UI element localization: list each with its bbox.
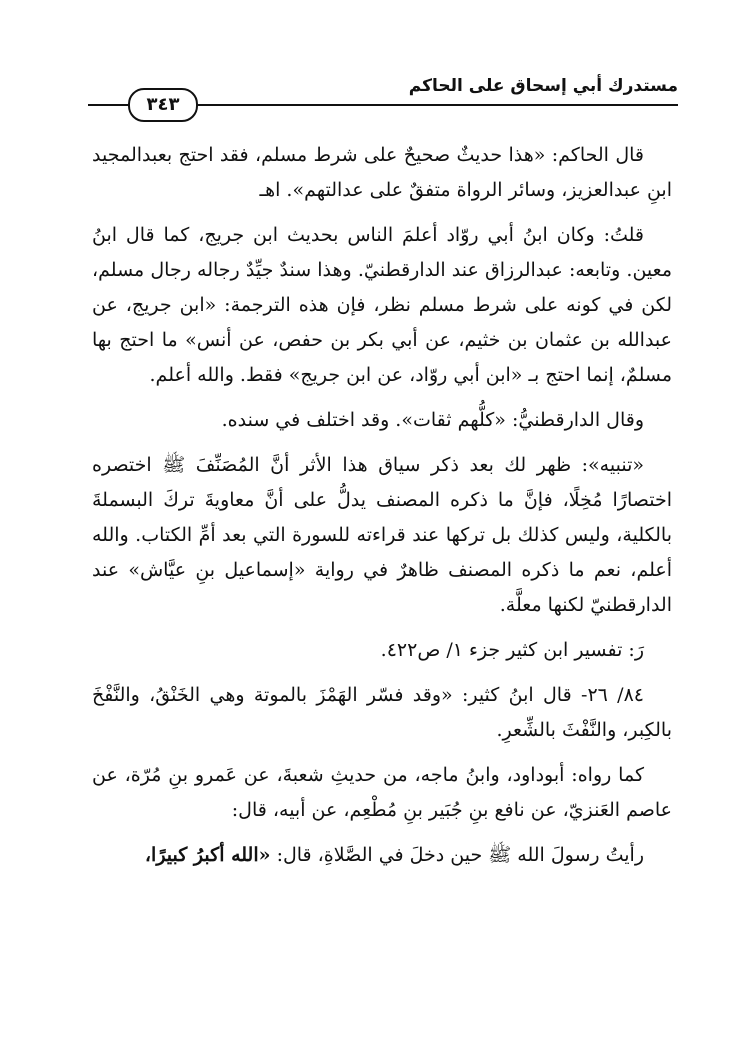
- page-number: ٣٤٣: [128, 88, 198, 122]
- paragraph-reference: رَ: تفسير ابن كثير جزء ١/ ص٤٢٢.: [380, 639, 644, 661]
- body-text: [92, 138, 672, 883]
- running-header: [88, 72, 678, 115]
- paragraph-narration-chain: كما رواه: أبوداود، وابنُ ماجه، من حديثِ شعبةَ، عن عَمرو بنِ مُرّة، عن عاصم العَنزيّ، عن نافع بنِ جُبَير بنِ مُطْعِم، عن أبيه، قال:: [92, 764, 672, 821]
- paragraph-hadith-entry: [92, 678, 672, 748]
- hadith-number: ٨٤/ ٢٦-: [581, 684, 644, 706]
- book-title: مستدرك أبي إسحاق على الحاكم: [408, 76, 678, 96]
- paragraph-author-comment: قلتُ: وكان ابنُ أبي روّاد أعلمَ الناس بحديث ابن جريج، كما قال ابنُ معين. وتابعه: عبدالرزاق عند الدارقطنيّ. وهذا سندٌ جيِّدٌ رجاله رجال مسلم، لكن في كونه على شرط مسلم نظر، فإن هذه الترجمة: «ابن جريج، عن عبدالله بن عثمان بن خثيم، عن أبي بكر بن حفص، عن أنس» ما احتج بها مسلمٌ، إنما احتج بـ «ابن أبي روّاد، عن ابن جريج» فقط. والله أعلم.: [92, 224, 672, 386]
- paragraph-hadith-text: [92, 838, 672, 873]
- paragraph-hakim-statement: قال الحاكم: «هذا حديثٌ صحيحٌ على شرط مسلم، فقد احتج بعبدالمجيد ابنِ عبدالعزيز، وسائر الرواة متفقٌ على عدالتهم». اهـ: [92, 144, 672, 201]
- paragraph-tanbih: «تنبيه»: ظهر لك بعد ذكر سياق هذا الأثر أنَّ المُصَنِّفَ ﷺ اختصره اختصارًا مُخِلًا، فإنَّ ما ذكره المصنف يدلُّ على أنَّ معاويةَ تركَ البسملةَ بالكلية، وليس كذلك بل تركها عند قراءته للسورة التي بعد أمِّ الكتاب. والله أعلم، نعم ما ذكره المصنف ظاهرٌ في رواية «إسماعيل بنِ عيَّاش» عند الدارقطنيّ لكنها معلَّة.: [92, 454, 672, 616]
- hadith-entry-text: قال ابنُ كثير: «وقد فسّر الهَمْزَ بالموتة وهي الخَنْقُ، والنَّفْخَ بالكِبر، والنَّفْثَ بالشِّعرِ.: [92, 684, 672, 741]
- hadith-quote: «الله أكبرُ كبيرًا،: [144, 844, 271, 866]
- paragraph-daraqutni: وقال الدارقطنيُّ: «كلُّهم ثقات». وقد اختلف في سنده.: [221, 409, 644, 431]
- hadith-text: رأيتُ رسولَ الله ﷺ حين دخلَ في الصَّلاةِ، قال:: [276, 844, 644, 866]
